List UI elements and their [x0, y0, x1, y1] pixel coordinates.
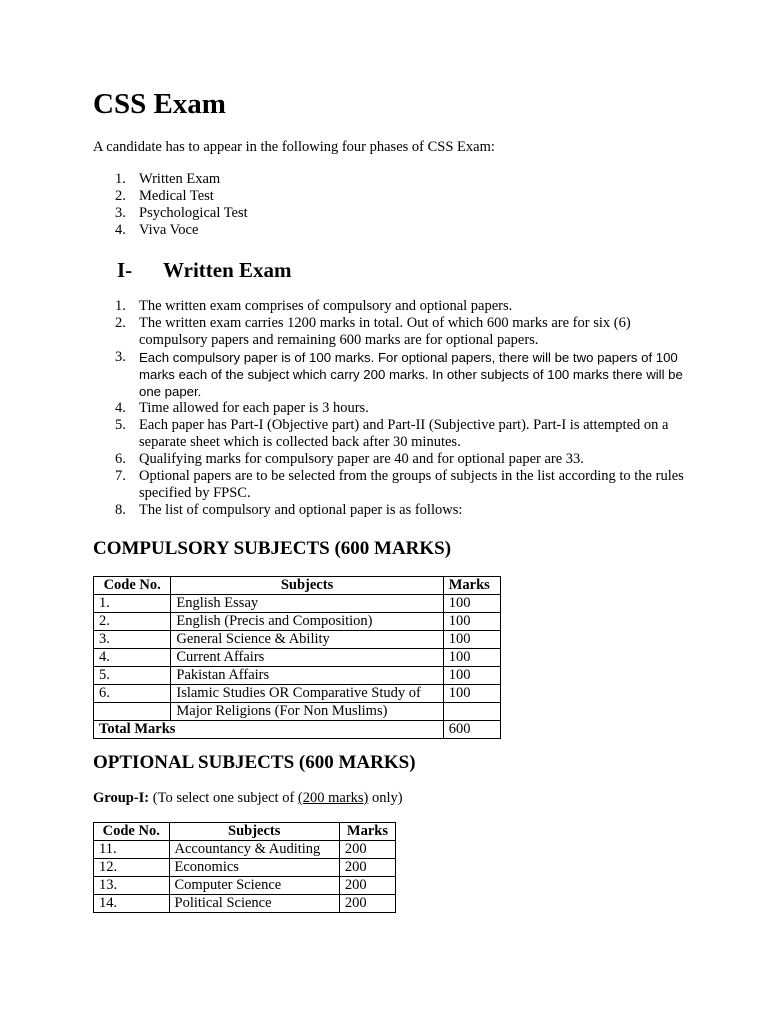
table-row: [94, 613, 501, 631]
optional-heading: OPTIONAL SUBJECTS (600 MARKS): [93, 752, 416, 773]
list-number: 6.: [115, 451, 126, 467]
cell-subject: English (Precis and Composition): [171, 613, 443, 631]
list-number: 2.: [115, 315, 126, 331]
compulsory-heading: COMPULSORY SUBJECTS (600 MARKS): [93, 538, 452, 559]
cell-subject: Islamic Studies OR Comparative Study of: [171, 685, 443, 703]
list-text: Each paper has Part-I (Objective part) and Part-II (Subjective part). Part-I is attempted on a separate sheet which is collected back after 30 minutes.: [139, 417, 669, 450]
cell-code: 2.: [94, 613, 171, 631]
total-label: Total Marks: [94, 721, 444, 739]
list-text: Qualifying marks for compulsory paper are 40 and for optional paper are 33.: [139, 451, 584, 467]
table-row: [94, 877, 396, 895]
section-heading: [117, 257, 292, 283]
cell-code: 14.: [94, 895, 170, 913]
cell-subject: Pakistan Affairs: [171, 667, 443, 685]
cell-code: 3.: [94, 631, 171, 649]
cell-subject: Economics: [169, 859, 339, 877]
list-text: The list of compulsory and optional paper is as follows:: [139, 502, 463, 518]
list-item: [93, 171, 693, 188]
list-number: 8.: [115, 502, 126, 518]
list-text: The written exam comprises of compulsory and optional papers.: [139, 298, 513, 314]
list-item: [93, 315, 693, 349]
list-text: The written exam carries 1200 marks in total. Out of which 600 marks are for six (6) compulsory papers and remaining 600 marks are for optional papers.: [139, 315, 631, 348]
header-subject: Subjects: [171, 577, 443, 595]
cell-code: 4.: [94, 649, 171, 667]
cell-subject: Major Religions (For Non Muslims): [171, 703, 443, 721]
header-subject: Subjects: [169, 823, 339, 841]
list-number: 4.: [115, 222, 126, 238]
group-caption: [93, 789, 403, 807]
list-number: 3.: [115, 205, 126, 221]
cell-marks: 100: [443, 595, 500, 613]
table-row: [94, 649, 501, 667]
table-row: [94, 859, 396, 877]
optional-table: [93, 822, 396, 913]
table-header-row: [94, 577, 501, 595]
list-text: Viva Voce: [139, 222, 199, 238]
group-marks: (200 marks): [297, 790, 369, 806]
cell-marks: 100: [443, 667, 500, 685]
cell-marks: [443, 703, 500, 721]
cell-marks: 100: [443, 685, 500, 703]
section-title: Written Exam: [163, 258, 292, 282]
group-post: only): [368, 790, 403, 806]
list-number: 3.: [115, 349, 126, 365]
table-row: [94, 595, 501, 613]
table-header-row: [94, 823, 396, 841]
table-row: [94, 703, 501, 721]
header-code: Code No.: [94, 577, 171, 595]
table-row: [94, 895, 396, 913]
cell-subject: English Essay: [171, 595, 443, 613]
header-code: Code No.: [94, 823, 170, 841]
section-numeral: I-: [117, 258, 133, 282]
cell-marks: 100: [443, 613, 500, 631]
list-item: [93, 298, 693, 315]
page-title: CSS Exam: [93, 88, 226, 120]
list-text: Optional papers are to be selected from the groups of subjects in the list according to the rules specified by FPSC.: [139, 468, 684, 501]
cell-marks: 200: [339, 859, 395, 877]
list-item: [93, 188, 693, 205]
cell-code: 1.: [94, 595, 171, 613]
cell-subject: General Science & Ability: [171, 631, 443, 649]
cell-marks: 200: [339, 895, 395, 913]
list-item: [93, 205, 693, 222]
list-number: 2.: [115, 188, 126, 204]
cell-code: [94, 703, 171, 721]
cell-subject: Computer Science: [169, 877, 339, 895]
list-item: [93, 468, 693, 502]
list-item: [93, 451, 693, 468]
cell-code: 11.: [94, 841, 170, 859]
cell-subject: Political Science: [169, 895, 339, 913]
cell-subject: Accountancy & Auditing: [169, 841, 339, 859]
list-item: [93, 502, 693, 519]
cell-code: 13.: [94, 877, 170, 895]
cell-code: 5.: [94, 667, 171, 685]
written-exam-points: [93, 298, 693, 519]
compulsory-table: [93, 576, 501, 739]
cell-marks: 200: [339, 877, 395, 895]
list-text: Psychological Test: [139, 205, 248, 221]
intro-text: A candidate has to appear in the following four phases of CSS Exam:: [93, 139, 495, 155]
list-number: 7.: [115, 468, 126, 484]
phases-list: [93, 171, 693, 239]
table-row: [94, 685, 501, 703]
cell-subject: Current Affairs: [171, 649, 443, 667]
list-text: Medical Test: [139, 188, 214, 204]
group-label: Group-I:: [93, 790, 150, 806]
list-number: 1.: [115, 171, 126, 187]
list-number: 4.: [115, 400, 126, 416]
table-row: [94, 841, 396, 859]
header-marks: Marks: [339, 823, 395, 841]
total-value: 600: [443, 721, 500, 739]
group-pre: (To select one subject of: [149, 790, 298, 806]
table-row: [94, 667, 501, 685]
list-item: [93, 222, 693, 239]
cell-marks: 100: [443, 649, 500, 667]
cell-code: 12.: [94, 859, 170, 877]
cell-marks: 200: [339, 841, 395, 859]
list-item: [93, 349, 693, 400]
table-row: [94, 631, 501, 649]
list-number: 5.: [115, 417, 126, 433]
list-text: Written Exam: [139, 171, 221, 187]
cell-code: 6.: [94, 685, 171, 703]
list-item: [93, 417, 693, 451]
table-total-row: [94, 721, 501, 739]
list-text: Each compulsory paper is of 100 marks. For optional papers, there will be two papers of 100 marks each of the subject which carry 200 marks. In other subjects of 100 marks there will be one paper.: [139, 350, 683, 399]
list-text: Time allowed for each paper is 3 hours.: [139, 400, 369, 416]
cell-marks: 100: [443, 631, 500, 649]
list-item: [93, 400, 693, 417]
header-marks: Marks: [443, 577, 500, 595]
list-number: 1.: [115, 298, 126, 314]
